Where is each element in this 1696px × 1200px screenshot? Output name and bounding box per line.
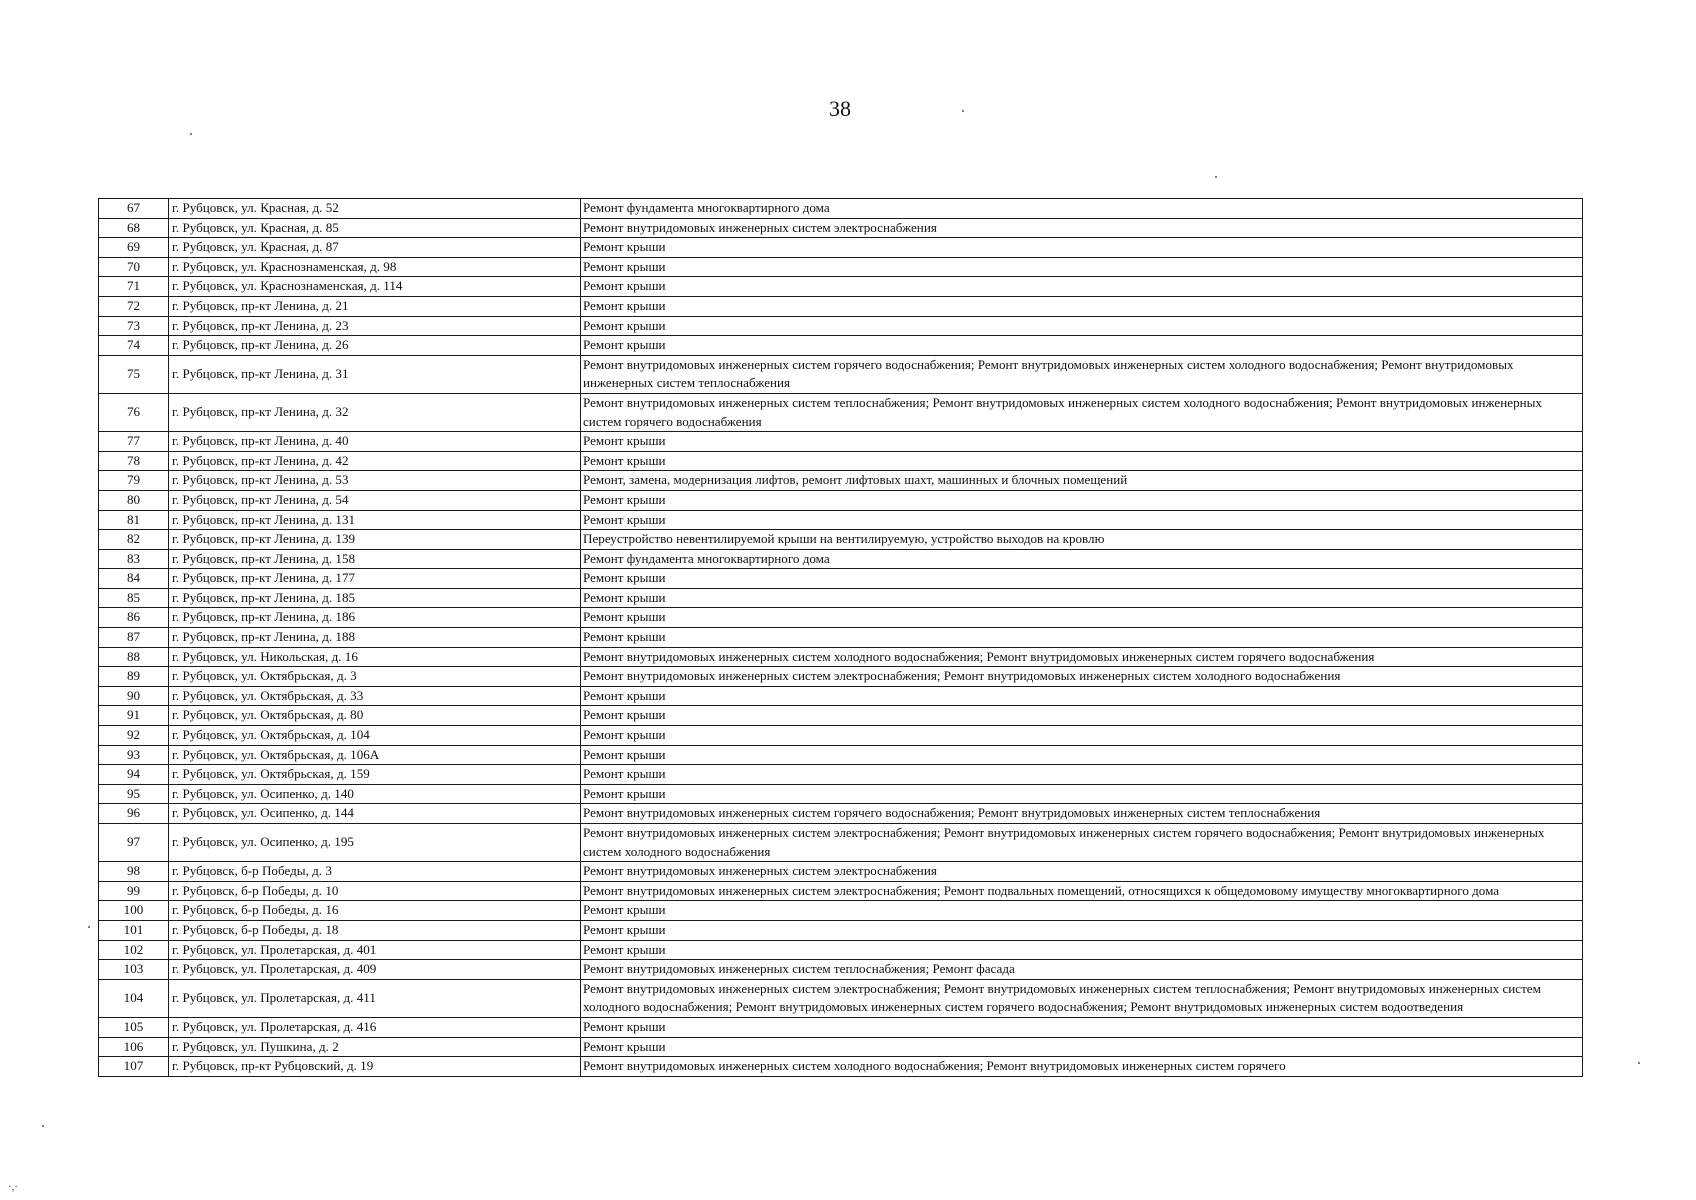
row-work-type: Ремонт крыши: [581, 784, 1583, 804]
row-number: 101: [99, 920, 169, 940]
table-row: [99, 804, 1583, 824]
row-work-type: Ремонт крыши: [581, 238, 1583, 258]
row-address: г. Рубцовск, ул. Пролетарская, д. 416: [169, 1017, 581, 1037]
table-row: [99, 765, 1583, 785]
table-row: [99, 510, 1583, 530]
row-work-type: Ремонт внутридомовых инженерных систем холодного водоснабжения; Ремонт внутридомовых инженерных систем горячего: [581, 1057, 1583, 1077]
row-number: 84: [99, 569, 169, 589]
row-address: г. Рубцовск, ул. Октябрьская, д. 159: [169, 765, 581, 785]
row-address: г. Рубцовск, пр-кт Ленина, д. 42: [169, 451, 581, 471]
table-row: [99, 920, 1583, 940]
row-number: 70: [99, 257, 169, 277]
row-work-type: Ремонт крыши: [581, 726, 1583, 746]
row-address: г. Рубцовск, пр-кт Рубцовский, д. 19: [169, 1057, 581, 1077]
row-number: 89: [99, 667, 169, 687]
row-work-type: Ремонт крыши: [581, 569, 1583, 589]
row-number: 96: [99, 804, 169, 824]
row-number: 81: [99, 510, 169, 530]
row-number: 76: [99, 393, 169, 431]
row-number: 104: [99, 979, 169, 1017]
row-work-type: Ремонт крыши: [581, 1037, 1583, 1057]
row-address: г. Рубцовск, ул. Октябрьская, д. 3: [169, 667, 581, 687]
row-number: 68: [99, 218, 169, 238]
row-address: г. Рубцовск, пр-кт Ленина, д. 177: [169, 569, 581, 589]
table-row: [99, 336, 1583, 356]
row-address: г. Рубцовск, ул. Октябрьская, д. 33: [169, 686, 581, 706]
row-number: 106: [99, 1037, 169, 1057]
row-work-type: Ремонт внутридомовых инженерных систем холодного водоснабжения; Ремонт внутридомовых инженерных систем горячего водоснабжения: [581, 647, 1583, 667]
table-row: [99, 667, 1583, 687]
table-row: [99, 881, 1583, 901]
row-number: 98: [99, 862, 169, 882]
row-work-type: Ремонт крыши: [581, 510, 1583, 530]
table-row: [99, 1037, 1583, 1057]
row-number: 94: [99, 765, 169, 785]
row-work-type: Ремонт крыши: [581, 686, 1583, 706]
row-number: 100: [99, 901, 169, 921]
row-number: 90: [99, 686, 169, 706]
table-row: [99, 490, 1583, 510]
row-work-type: Ремонт, замена, модернизация лифтов, ремонт лифтовых шахт, машинных и блочных помещений: [581, 471, 1583, 491]
row-address: г. Рубцовск, пр-кт Ленина, д. 21: [169, 296, 581, 316]
row-address: г. Рубцовск, ул. Краснознаменская, д. 98: [169, 257, 581, 277]
row-work-type: Ремонт внутридомовых инженерных систем теплоснабжения; Ремонт фасада: [581, 960, 1583, 980]
row-address: г. Рубцовск, пр-кт Ленина, д. 31: [169, 355, 581, 393]
row-number: 80: [99, 490, 169, 510]
row-work-type: Ремонт внутридомовых инженерных систем горячего водоснабжения; Ремонт внутридомовых инженерных систем теплоснабжения: [581, 804, 1583, 824]
row-work-type: Ремонт крыши: [581, 901, 1583, 921]
row-address: г. Рубцовск, пр-кт Ленина, д. 53: [169, 471, 581, 491]
row-work-type: Ремонт крыши: [581, 745, 1583, 765]
row-work-type: Ремонт крыши: [581, 277, 1583, 297]
row-work-type: Ремонт крыши: [581, 628, 1583, 648]
row-work-type: Ремонт фундамента многоквартирного дома: [581, 199, 1583, 219]
row-address: г. Рубцовск, пр-кт Ленина, д. 185: [169, 588, 581, 608]
table-row: [99, 745, 1583, 765]
row-number: 77: [99, 432, 169, 452]
row-address: г. Рубцовск, ул. Октябрьская, д. 80: [169, 706, 581, 726]
row-number: 75: [99, 355, 169, 393]
row-address: г. Рубцовск, ул. Пушкина, д. 2: [169, 1037, 581, 1057]
row-address: г. Рубцовск, ул. Краснознаменская, д. 114: [169, 277, 581, 297]
row-address: г. Рубцовск, ул. Пролетарская, д. 401: [169, 940, 581, 960]
table-row: [99, 218, 1583, 238]
row-work-type: Ремонт внутридомовых инженерных систем теплоснабжения; Ремонт внутридомовых инженерных систем холодного водоснабжения; Ремонт внутридомовых инженерных систем горячего водоснабжения: [581, 393, 1583, 431]
row-work-type: Ремонт крыши: [581, 940, 1583, 960]
row-work-type: Ремонт крыши: [581, 765, 1583, 785]
row-address: г. Рубцовск, пр-кт Ленина, д. 139: [169, 530, 581, 550]
row-address: г. Рубцовск, ул. Осипенко, д. 144: [169, 804, 581, 824]
table-row: [99, 199, 1583, 219]
row-address: г. Рубцовск, ул. Октябрьская, д. 106А: [169, 745, 581, 765]
table-row: [99, 432, 1583, 452]
table-row: [99, 979, 1583, 1017]
row-address: г. Рубцовск, ул. Красная, д. 87: [169, 238, 581, 258]
table-row: [99, 277, 1583, 297]
row-number: 105: [99, 1017, 169, 1037]
row-address: г. Рубцовск, пр-кт Ленина, д. 188: [169, 628, 581, 648]
scan-speck: [962, 110, 964, 112]
table-body: [99, 199, 1583, 1077]
row-number: 102: [99, 940, 169, 960]
row-address: г. Рубцовск, ул. Осипенко, д. 140: [169, 784, 581, 804]
row-work-type: Ремонт внутридомовых инженерных систем электроснабжения; Ремонт внутридомовых инженерных систем холодного водоснабжения: [581, 667, 1583, 687]
row-number: 91: [99, 706, 169, 726]
row-number: 74: [99, 336, 169, 356]
row-work-type: Ремонт крыши: [581, 316, 1583, 336]
row-work-type: Ремонт внутридомовых инженерных систем электроснабжения: [581, 862, 1583, 882]
row-work-type: Ремонт крыши: [581, 1017, 1583, 1037]
table-row: [99, 451, 1583, 471]
row-number: 73: [99, 316, 169, 336]
row-work-type: Ремонт крыши: [581, 336, 1583, 356]
row-work-type: Ремонт внутридомовых инженерных систем электроснабжения; Ремонт подвальных помещений, относящихся к общедомовому имуществу многоквартирного дома: [581, 881, 1583, 901]
row-number: 99: [99, 881, 169, 901]
table-row: [99, 471, 1583, 491]
scan-speck: [88, 926, 90, 928]
row-work-type: Ремонт крыши: [581, 588, 1583, 608]
table-row: [99, 824, 1583, 862]
row-number: 78: [99, 451, 169, 471]
row-work-type: Ремонт внутридомовых инженерных систем электроснабжения; Ремонт внутридомовых инженерных систем горячего водоснабжения; Ремонт внутридомовых инженерных систем холодного водоснабжения: [581, 824, 1583, 862]
row-work-type: Ремонт внутридомовых инженерных систем горячего водоснабжения; Ремонт внутридомовых инженерных систем холодного водоснабжения; Ремонт внутридомовых инженерных систем теплоснабжения: [581, 355, 1583, 393]
row-address: г. Рубцовск, пр-кт Ленина, д. 23: [169, 316, 581, 336]
row-work-type: Ремонт крыши: [581, 490, 1583, 510]
row-address: г. Рубцовск, ул. Красная, д. 52: [169, 199, 581, 219]
row-address: г. Рубцовск, ул. Красная, д. 85: [169, 218, 581, 238]
table-row: [99, 940, 1583, 960]
row-work-type: Ремонт внутридомовых инженерных систем электроснабжения; Ремонт внутридомовых инженерных систем теплоснабжения; Ремонт внутридомовых инженерных систем холодного водоснабжения; Ремонт внутридомовых инженерных систем горячего водоснабжения; Ремонт внутридомовых инженерных систем водоотведения: [581, 979, 1583, 1017]
row-number: 72: [99, 296, 169, 316]
row-number: 92: [99, 726, 169, 746]
table-row: [99, 257, 1583, 277]
row-number: 69: [99, 238, 169, 258]
row-work-type: Ремонт крыши: [581, 920, 1583, 940]
row-work-type: Ремонт крыши: [581, 296, 1583, 316]
row-work-type: Ремонт крыши: [581, 432, 1583, 452]
table-row: [99, 901, 1583, 921]
row-number: 86: [99, 608, 169, 628]
row-address: г. Рубцовск, ул. Осипенко, д. 195: [169, 824, 581, 862]
row-number: 79: [99, 471, 169, 491]
row-number: 85: [99, 588, 169, 608]
page-number: 38: [829, 96, 851, 121]
row-number: 93: [99, 745, 169, 765]
table-row: [99, 862, 1583, 882]
row-work-type: Ремонт фундамента многоквартирного дома: [581, 549, 1583, 569]
row-address: г. Рубцовск, ул. Никольская, д. 16: [169, 647, 581, 667]
row-address: г. Рубцовск, б-р Победы, д. 18: [169, 920, 581, 940]
row-address: г. Рубцовск, пр-кт Ленина, д. 158: [169, 549, 581, 569]
row-number: 71: [99, 277, 169, 297]
table-row: [99, 608, 1583, 628]
table-row: [99, 726, 1583, 746]
row-address: г. Рубцовск, б-р Победы, д. 10: [169, 881, 581, 901]
scan-speck: [42, 1125, 44, 1127]
row-number: 87: [99, 628, 169, 648]
row-address: г. Рубцовск, ул. Октябрьская, д. 104: [169, 726, 581, 746]
table-row: [99, 316, 1583, 336]
row-address: г. Рубцовск, б-р Победы, д. 3: [169, 862, 581, 882]
row-address: г. Рубцовск, пр-кт Ленина, д. 32: [169, 393, 581, 431]
row-work-type: Ремонт крыши: [581, 257, 1583, 277]
table-row: [99, 393, 1583, 431]
row-address: г. Рубцовск, пр-кт Ленина, д. 26: [169, 336, 581, 356]
row-work-type: Ремонт крыши: [581, 451, 1583, 471]
repair-table-container: [98, 198, 1582, 1077]
table-row: [99, 238, 1583, 258]
row-number: 95: [99, 784, 169, 804]
row-address: г. Рубцовск, ул. Пролетарская, д. 409: [169, 960, 581, 980]
table-row: [99, 647, 1583, 667]
table-row: [99, 960, 1583, 980]
margin-mark: ·,·: [8, 1181, 19, 1193]
scan-speck: [190, 133, 192, 135]
row-number: 67: [99, 199, 169, 219]
table-row: [99, 355, 1583, 393]
table-row: [99, 1057, 1583, 1077]
table-row: [99, 1017, 1583, 1037]
row-address: г. Рубцовск, б-р Победы, д. 16: [169, 901, 581, 921]
row-work-type: Ремонт крыши: [581, 706, 1583, 726]
row-address: г. Рубцовск, ул. Пролетарская, д. 411: [169, 979, 581, 1017]
table-row: [99, 549, 1583, 569]
row-work-type: Ремонт крыши: [581, 608, 1583, 628]
row-number: 97: [99, 824, 169, 862]
scan-speck: [1215, 176, 1217, 178]
row-work-type: Ремонт внутридомовых инженерных систем электроснабжения: [581, 218, 1583, 238]
repair-table: [98, 198, 1583, 1077]
row-work-type: Переустройство невентилируемой крыши на вентилируемую, устройство выходов на кровлю: [581, 530, 1583, 550]
row-number: 103: [99, 960, 169, 980]
row-number: 107: [99, 1057, 169, 1077]
row-address: г. Рубцовск, пр-кт Ленина, д. 186: [169, 608, 581, 628]
row-address: г. Рубцовск, пр-кт Ленина, д. 40: [169, 432, 581, 452]
table-row: [99, 784, 1583, 804]
row-number: 88: [99, 647, 169, 667]
table-row: [99, 530, 1583, 550]
table-row: [99, 686, 1583, 706]
table-row: [99, 706, 1583, 726]
row-address: г. Рубцовск, пр-кт Ленина, д. 54: [169, 490, 581, 510]
row-number: 83: [99, 549, 169, 569]
table-row: [99, 588, 1583, 608]
row-address: г. Рубцовск, пр-кт Ленина, д. 131: [169, 510, 581, 530]
scan-speck: [1638, 1062, 1640, 1064]
table-row: [99, 296, 1583, 316]
row-number: 82: [99, 530, 169, 550]
table-row: [99, 569, 1583, 589]
table-row: [99, 628, 1583, 648]
